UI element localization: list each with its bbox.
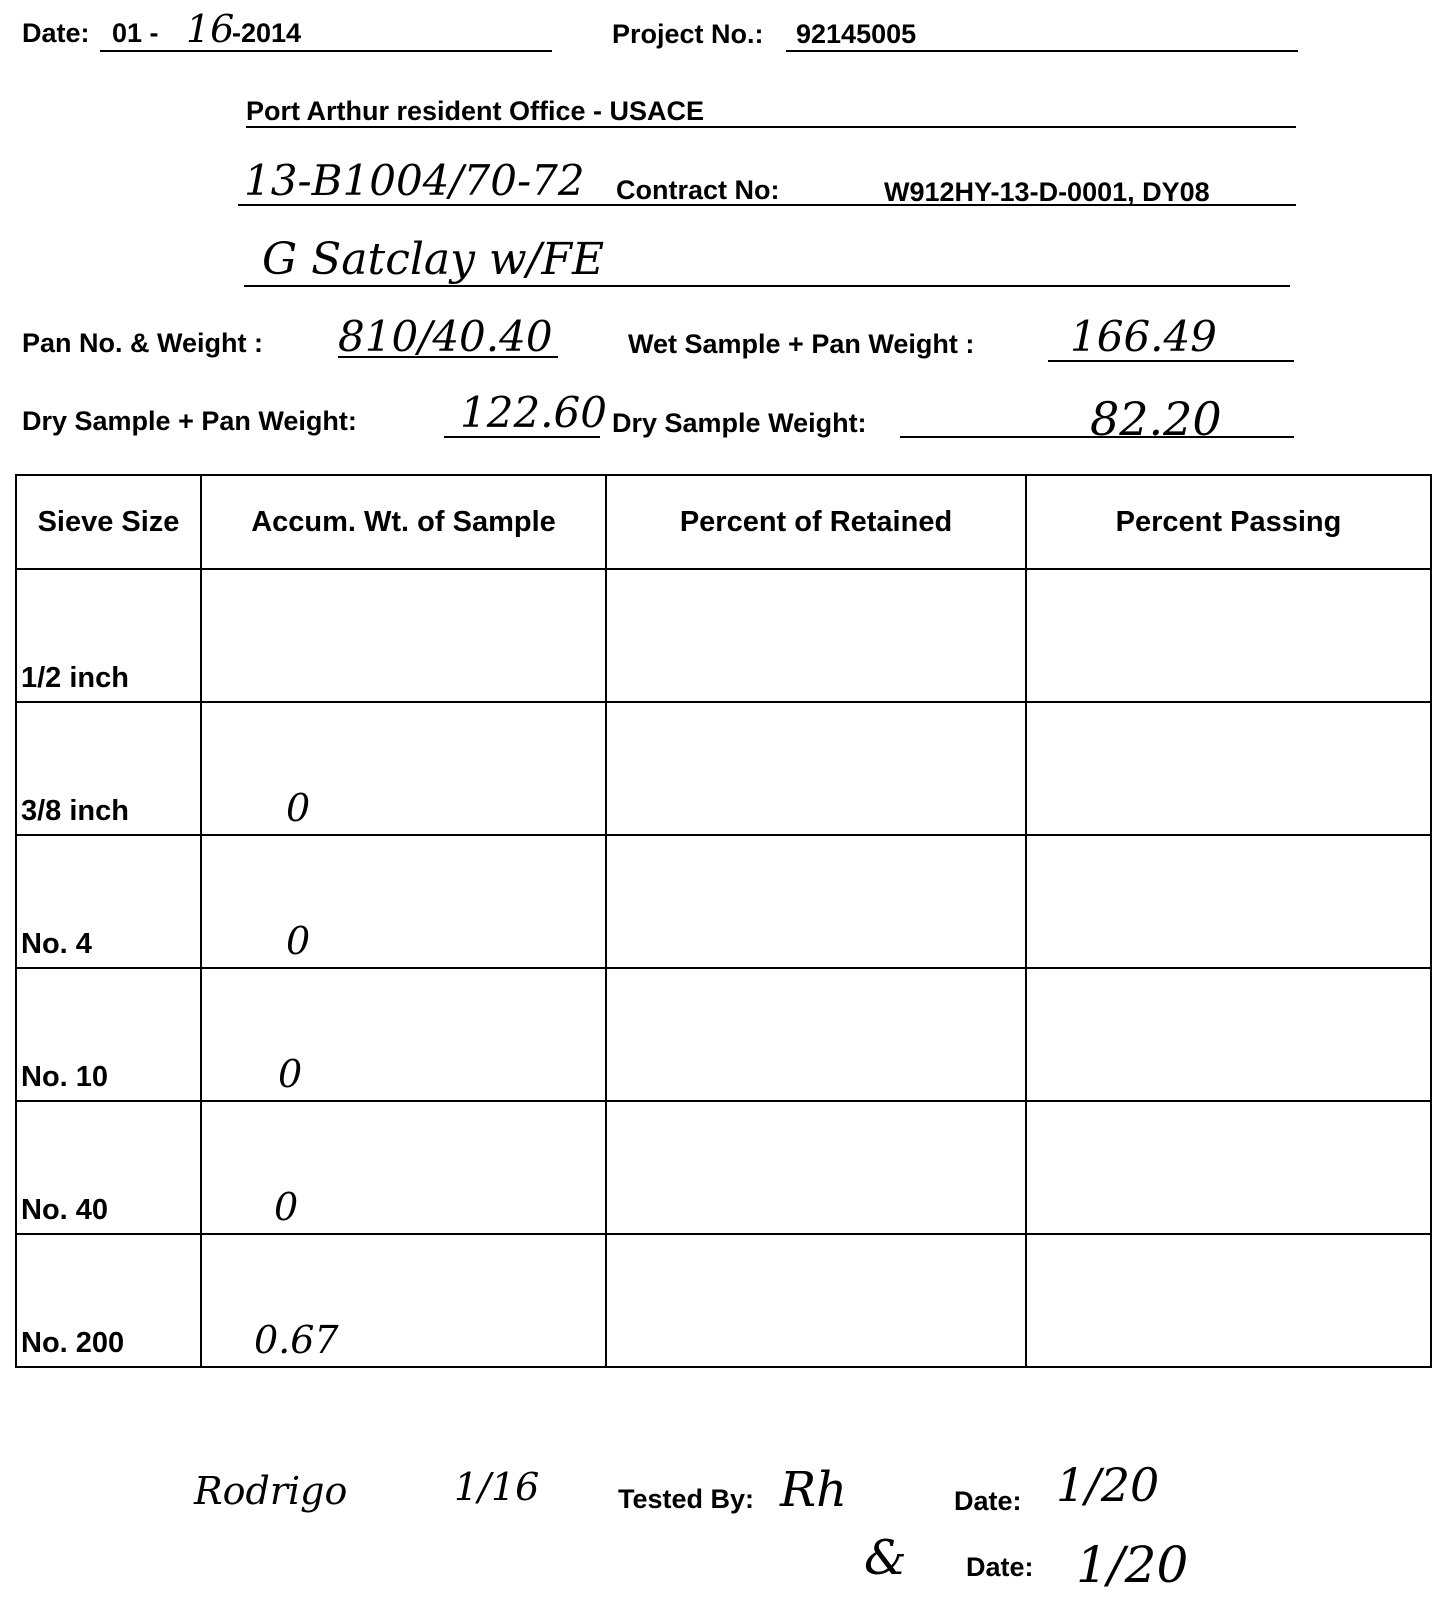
table-row [16, 968, 1431, 1101]
table-row [16, 569, 1431, 702]
date-label: Date: [22, 18, 90, 48]
date-day: 16 [186, 7, 235, 51]
sieve-size-cell: No. 40 [21, 1194, 109, 1226]
office-underline [246, 126, 1296, 128]
passing-cell [1026, 569, 1431, 702]
dry-label: Dry Sample Weight: [612, 408, 867, 438]
pan-label: Pan No. & Weight : [22, 328, 263, 358]
dry-pan-underline [444, 436, 600, 438]
passing-cell [1026, 835, 1431, 968]
sieve-size-cell: No. 200 [21, 1327, 125, 1359]
project-label: Project No.: [612, 19, 764, 49]
pan-value: 810/40.40 [338, 312, 553, 361]
accum-weight-cell: 0.67 [254, 1318, 339, 1362]
contract-label: Contract No: [616, 175, 780, 205]
sample-id: 13-B1004/70-72 [244, 156, 585, 205]
tester-name: Rodrigo [194, 1469, 348, 1513]
table-row [16, 1234, 1431, 1367]
pan-underline [338, 356, 558, 358]
table-row [16, 835, 1431, 968]
sample-underline [238, 204, 1296, 206]
retained-cell [606, 702, 1026, 835]
dry-pan-value: 122.60 [460, 388, 607, 437]
tester-name-date: 1/16 [454, 1465, 540, 1509]
dry-value: 82.20 [1090, 392, 1222, 446]
checked-date-value: 1/20 [1076, 1536, 1189, 1594]
retained-cell [606, 968, 1026, 1101]
checked-by-initials: & [864, 1530, 907, 1586]
project-underline [786, 50, 1298, 52]
sieve-size-cell: 1/2 inch [21, 662, 129, 694]
col-percent-passing: Percent Passing [1026, 475, 1431, 569]
checked-date-label: Date: [966, 1552, 1034, 1582]
date-month: 01 - [112, 18, 159, 48]
passing-cell [1026, 702, 1431, 835]
office-name: Port Arthur resident Office - USACE [246, 96, 705, 126]
retained-cell [606, 1101, 1026, 1234]
accum-weight-cell: 0 [286, 786, 311, 830]
project-value: 92145005 [796, 19, 917, 49]
col-sieve-size: Sieve Size [16, 475, 201, 569]
tested-by-label: Tested By: [618, 1484, 755, 1514]
col-accum-weight: Accum. Wt. of Sample [201, 475, 606, 569]
retained-cell [606, 835, 1026, 968]
dry-underline [900, 436, 1294, 438]
sieve-size-cell: 3/8 inch [21, 795, 129, 827]
tested-date-label: Date: [954, 1486, 1022, 1516]
wet-label: Wet Sample + Pan Weight : [628, 329, 975, 359]
tested-date-value: 1/20 [1056, 1458, 1160, 1512]
sample-description: G Satclay w/FE [262, 234, 605, 285]
accum-weight-cell: 0 [286, 919, 311, 963]
sieve-size-cell: No. 4 [21, 928, 92, 960]
retained-cell [606, 569, 1026, 702]
date-underline [100, 50, 552, 52]
passing-cell [1026, 968, 1431, 1101]
col-percent-retained: Percent of Retained [606, 475, 1026, 569]
accum-weight-cell: 0 [274, 1185, 299, 1229]
table-header-row [16, 475, 1431, 569]
sieve-table [15, 474, 1432, 1368]
wet-value: 166.49 [1070, 312, 1217, 361]
table-row [16, 1101, 1431, 1234]
wet-underline [1048, 360, 1294, 362]
date-year: -2014 [232, 18, 302, 48]
passing-cell [1026, 1234, 1431, 1367]
accum-weight-cell: 0 [278, 1052, 303, 1096]
passing-cell [1026, 1101, 1431, 1234]
retained-cell [606, 1234, 1026, 1367]
contract-value: W912HY-13-D-0001, DY08 [884, 177, 1210, 207]
sieve-size-cell: No. 10 [21, 1061, 109, 1093]
table-row [16, 702, 1431, 835]
dry-pan-label: Dry Sample + Pan Weight: [22, 406, 357, 436]
tested-by-initials: Rh [780, 1462, 848, 1518]
description-underline [244, 285, 1290, 287]
